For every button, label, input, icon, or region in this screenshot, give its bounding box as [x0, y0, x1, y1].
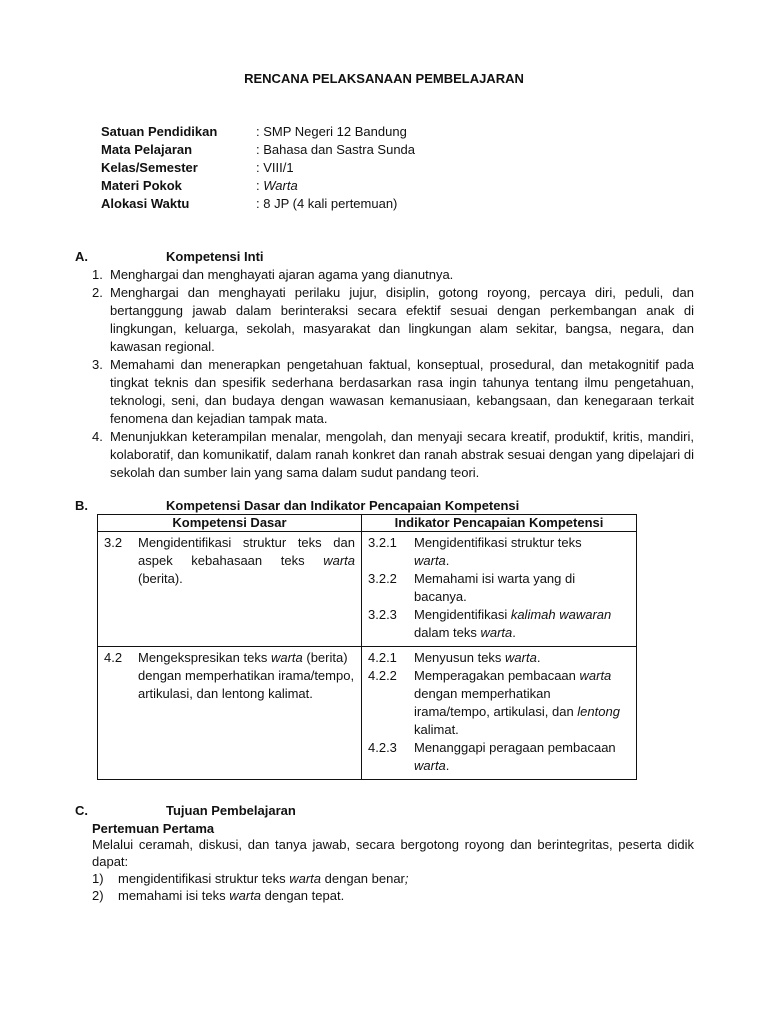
identity-value: : SMP Negeri 12 Bandung — [256, 124, 407, 139]
identity-key: Satuan Pendidikan — [101, 124, 218, 139]
list-item — [92, 870, 694, 887]
kd-cell — [98, 532, 362, 647]
indicator-item — [368, 649, 630, 667]
indicator-item — [368, 570, 630, 606]
identity-key: Mata Pelajaran — [101, 142, 193, 157]
indicator-number: 4.2.2 — [368, 668, 397, 683]
list-item-italic: ; — [404, 871, 409, 886]
column-header-kd: Kompetensi Dasar — [98, 515, 362, 532]
identity-value — [256, 177, 298, 195]
learning-goals — [92, 836, 694, 904]
kd-text-italic: warta — [270, 650, 303, 665]
indicator-text: . — [445, 758, 450, 773]
ipk-cell — [362, 647, 637, 780]
indicator-number: 4.2.1 — [368, 650, 397, 665]
list-item-number: 2. — [92, 285, 103, 300]
identity-row — [101, 159, 501, 177]
list-item-text: Menghargai dan menghayati perilaku jujur, disiplin, gotong royong, percaya diri, peduli, dan bertanggung jawab dalam berinteraksi secara efektif sesuai dengan perkembangan anak di lingkungan, keluarga, sekolah, masyarakat dan lingkungan alam sekitar, bangsa, negara, dan kawasan regional. — [110, 285, 694, 354]
kd-text: (berita) dengan memperhatikan irama/tempo, artikulasi, dan lentong kalimat. — [138, 650, 355, 701]
list-item-italic: warta — [289, 871, 322, 886]
indicator-text-italic: lentong — [577, 704, 620, 719]
indicator-text-italic: warta — [414, 758, 446, 773]
identity-value: : Bahasa dan Sastra Sunda — [256, 142, 416, 157]
list-item — [92, 266, 694, 284]
column-header-ipk: Indikator Pencapaian Kompetensi — [362, 515, 637, 532]
indicator-text: dalam teks — [414, 625, 481, 640]
identity-key: Materi Pokok — [101, 178, 182, 193]
indicator-text-italic: kalimah wawaran — [510, 607, 612, 622]
list-item — [92, 428, 694, 482]
goals-intro: Melalui ceramah, diskusi, dan tanya jawab, secara bergotong royong dan berintegritas, peserta didik dapat: — [92, 837, 694, 869]
indicator-text: . — [512, 625, 516, 640]
document-title: RENCANA PELAKSANAAN PEMBELAJARAN — [244, 71, 524, 86]
indicator-text: Memperagakan pembacaan — [414, 668, 580, 683]
indicator-text: Memahami isi warta yang di bacanya. — [414, 571, 576, 604]
kd-entry — [104, 649, 355, 703]
kd-number: 3.2 — [104, 535, 123, 550]
indicator-text: Mengidentifikasi — [414, 607, 511, 622]
identity-value-prefix: : — [256, 178, 264, 193]
section-b-letter: B. — [75, 498, 88, 513]
indicator-text-italic: warta — [505, 650, 537, 665]
indicator-item — [368, 739, 630, 775]
list-item-number: 1) — [92, 871, 104, 886]
ipk-cell — [362, 532, 637, 647]
kd-cell — [98, 647, 362, 780]
list-item-text: Menunjukkan keterampilan menalar, mengolah, dan menyaji secara kreatif, produktif, kritis, mandiri, kolaboratif, dan komunikatif, dalam ranah konkret dan ranah abstrak sesuai dengan yang dipelajari di sekolah dan sumber lain yang sama dalam sudut pandang teori. — [110, 429, 694, 480]
identity-row — [101, 123, 501, 141]
identity-row — [101, 141, 501, 159]
list-item-text: dengan tepat. — [261, 888, 345, 903]
indicator-number: 3.2.3 — [368, 607, 397, 622]
meeting-subheading: Pertemuan Pertama — [92, 821, 215, 836]
list-item — [92, 356, 694, 428]
table-row — [98, 647, 637, 780]
indicator-text: dengan memperhatikan irama/tempo, artikulasi, dan — [414, 686, 578, 719]
indicator-number: 4.2.3 — [368, 740, 397, 755]
kd-number: 4.2 — [104, 650, 123, 665]
kompetensi-inti-list — [92, 266, 694, 482]
indicator-text: Mengidentifikasi struktur teks — [414, 535, 582, 550]
indicator-text-italic: warta — [414, 553, 446, 568]
kd-text-italic: warta — [323, 553, 355, 568]
list-item-italic: warta — [229, 888, 262, 903]
kd-text: (berita). — [138, 571, 183, 586]
list-item-text: Menghargai dan menghayati ajaran agama yang dianutnya. — [110, 267, 454, 282]
kd-ipk-table — [97, 514, 637, 780]
table-row — [98, 532, 637, 647]
indicator-text-italic: warta — [480, 625, 513, 640]
indicator-text-italic: warta — [579, 668, 612, 683]
list-item-text: memahami isi teks — [118, 888, 230, 903]
list-item-text: Memahami dan menerapkan pengetahuan faktual, konseptual, prosedural, dan metakognitif pada tingkat teknis dan spesifik sederhana berdasarkan rasa ingin tahunya tentang ilmu pengetahuan, teknologi, seni, dan budaya dengan wawasan kemanusiaan, kebangsaan, dan kenegaraan terkait fenomena dan kejadian tampak mata. — [110, 357, 694, 426]
list-item-number: 1. — [92, 267, 103, 282]
kd-text: Mengekspresikan teks — [138, 650, 271, 665]
list-item-text: mengidentifikasi struktur teks — [118, 871, 290, 886]
indicator-number: 3.2.2 — [368, 571, 397, 586]
identity-row — [101, 177, 501, 195]
indicator-item — [368, 606, 630, 642]
section-c-heading: Tujuan Pembelajaran — [166, 803, 296, 818]
indicator-text: . — [536, 650, 541, 665]
identity-key: Alokasi Waktu — [101, 196, 190, 211]
section-c-letter: C. — [75, 803, 88, 818]
list-item — [92, 284, 694, 356]
indicator-text: kalimat. — [414, 722, 459, 737]
section-a-heading: Kompetensi Inti — [166, 249, 264, 264]
identity-block — [101, 123, 501, 213]
indicator-item — [368, 667, 630, 739]
indicator-item — [368, 534, 630, 570]
list-item-number: 3. — [92, 357, 103, 372]
indicator-text: . — [445, 553, 450, 568]
identity-row — [101, 195, 501, 213]
list-item-text: dengan benar — [321, 871, 405, 886]
kd-entry — [104, 534, 355, 588]
identity-value: : VIII/1 — [256, 160, 294, 175]
identity-key: Kelas/Semester — [101, 160, 198, 175]
list-item-number: 2) — [92, 888, 104, 903]
identity-value-italic: Warta — [263, 178, 298, 193]
identity-value: : 8 JP (4 kali pertemuan) — [256, 196, 398, 211]
indicator-text: Menyusun teks — [414, 650, 506, 665]
section-b-heading: Kompetensi Dasar dan Indikator Pencapaian Kompetensi — [166, 498, 520, 513]
table-header-row — [98, 515, 637, 532]
list-item — [92, 887, 694, 904]
indicator-number: 3.2.1 — [368, 535, 397, 550]
kd-text: Mengidentifikasi struktur teks dan aspek kebahasaan teks — [138, 535, 355, 568]
indicator-text: Menanggapi peragaan pembacaan — [414, 740, 616, 755]
section-a-letter: A. — [75, 249, 88, 264]
list-item-number: 4. — [92, 429, 103, 444]
